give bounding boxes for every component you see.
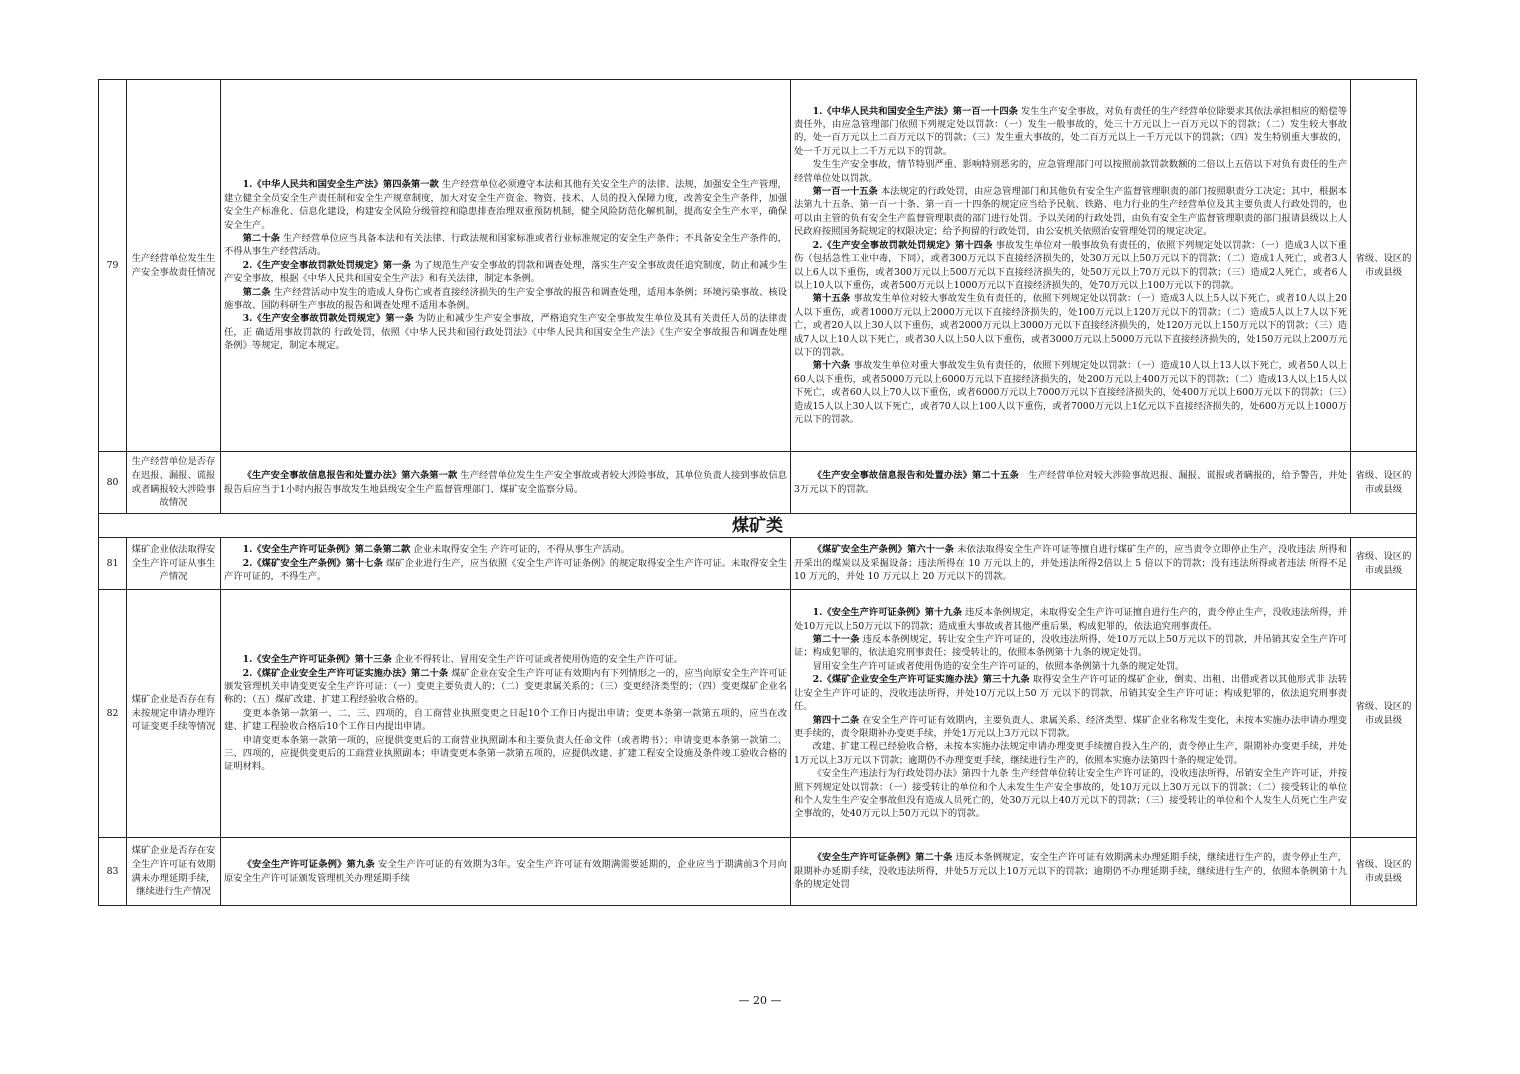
clause: 2.《煤矿企业安全生产许可证实施办法》第三十九条 取得安全生产许可证的煤矿企业，倒卖、出租、出借或者以其他形式非 法转让安全生产许可证的，没收违法所得，并处10万元以上50 万 元以下的罚款，吊销其安全生产许可证；构成犯罪的，依法追究刑事责任。	[794, 674, 1347, 713]
clause: 申请变更本条第一款第一项的，应提供变更后的工商营业执照副本和主要负责人任命文件（或者聘书）；申请变更本条第一款第二、三、四项的，应提供变更后的工商营业执照副本；申请变更本条第一款第五项的，应提供改建、扩建工程安全设施及条件竣工验收合格的证明材料。	[224, 734, 787, 773]
legal-basis	[221, 838, 791, 906]
legal-basis	[221, 452, 791, 514]
enforcement-level: 省级、设区的市或县级	[1351, 538, 1417, 590]
table-row	[99, 590, 1417, 838]
clause: 第四十二条 在安全生产许可证有效期内，主要负责人、隶属关系、经济类型、煤矿企业名称发生变化，未按本实施办法申请办理变更手续的，责令限期补办变更手续，并处1万元以上3万元以下罚款。	[794, 714, 1347, 739]
check-item: 煤矿企业是否存在有未按规定申请办理许可证变更手续等情况	[127, 590, 221, 838]
clause: 3.《生产安全事故罚款处罚规定》第一条 为防止和减少生产安全事故，严格追究生产安全事故发生单位及其有关责任人员的法律责任，正 确适用事故罚款的 行政处罚，依照《中华人民共和国行政处罚法》《中华人民共和国安全生产法》《生产安全事故报告和调查处理条例》等规定，制定本规定。	[224, 313, 787, 352]
enforcement-level: 省级、设区的市或县级	[1351, 838, 1417, 906]
enforcement-table	[98, 79, 1417, 906]
clause: 第二十条 生产经营单位应当具备本法和有关法律、行政法规和国家标准或者行业标准规定的安全生产条件；不具备安全生产条件的，不得从事生产经营活动。	[224, 232, 787, 258]
clause: 2.《生产安全事故罚款处罚规定》第一条 为了规范生产安全事故的罚款和调查处理，落实生产安全事故责任追究制度，防止和减少生产安全事故，根据《中华人民共和国安全生产法》和有关法律，制定本条例。	[224, 259, 787, 285]
clause: 2.《煤矿企业安全生产许可证实施办法》第二十条 煤矿企业在安全生产许可证有效期内有下列情形之一的，应当向原安全生产许可证颁发管理机关申请变更安全生产许可证：（一）变更主要负责人的；（二）变更隶属关系的；（三）变更经济类型的；（四）变更煤矿企业名称的；（五）煤矿改建、扩建工程经验收合格的。	[224, 667, 787, 706]
legal-basis	[221, 80, 791, 452]
clause: 第一百一十五条 本法规定的行政处罚，由应急管理部门和其他负有安全生产监督管理职责的部门按照职责分工决定；其中，根据本法第九十五条、第一百一十条、第一百一十四条的规定应当给予民航、铁路、电力行业的生产经营单位及其主要负责人行政处罚的，也可以由主管的负有安全生产监督管理职责的部门进行处罚。予以关闭的行政处罚，由负有安全生产监督管理职责的部门报请县级以上人民政府按照国务院规定的权限决定；给予拘留的行政处罚，由公安机关依照治安管理处罚的规定决定。	[794, 186, 1347, 238]
page-number: — 20 —	[738, 994, 782, 1007]
clause: 第二十一条 违反本条例规定，转让安全生产许可证的，没收违法所得，处10万元以上50万元以下的罚款，并吊销其安全生产许可证；构成犯罪的，依法追究刑事责任；接受转让的，依照本条例第十九条的规定处罚。	[794, 634, 1347, 659]
row-number: 82	[99, 590, 127, 838]
penalty-basis	[791, 590, 1351, 838]
penalty-basis	[791, 838, 1351, 906]
row-number: 80	[99, 452, 127, 514]
section-row	[99, 514, 1417, 538]
legal-basis	[221, 538, 791, 590]
clause: 2.《生产安全事故罚款处罚规定》第十四条 事故发生单位对一般事故负有责任的，依照下列规定处以罚款：（一）造成3人以下重伤（包括急性工业中毒，下同），或者300万元以下直接经济损失的，处30万元以上50万元以下的罚款；（二）造成1人死亡，或者3人以上6人以下重伤，或者300万元以上500万元以下直接经济损失的，处50万元以上70万元以下的罚款；（三）造成2人死亡，或者6人以上10人以下重伤，或者500万元以上1000万元以下直接经济损失的，处70万元以上100万元以下的罚款。	[794, 239, 1347, 291]
clause: 1.《安全生产许可证条例》第十九条 违反本条例规定，未取得安全生产许可证擅自进行生产的，责令停止生产，没收违法所得，并处10万元以上50万元以下的罚款；造成重大事故或者其他严重后果，构成犯罪的，依法追究刑事责任。	[794, 607, 1347, 632]
enforcement-level: 省级、设区的市或县级	[1351, 80, 1417, 452]
penalty-basis	[791, 452, 1351, 514]
row-number: 81	[99, 538, 127, 590]
clause: 第十六条 事故发生单位对重大事故发生负有责任的，依照下列规定处以罚款：（一）造成10人以上13人以下死亡，或者50人以上60人以下重伤，或者5000万元以上6000万元以下直接经济损失的，处200万元以上400万元以下的罚款；（二）造成13人以上15人以下死亡，或者60人以上70人以下重伤，或者6000万元以上7000万元以下直接经济损失的，处400万元以上600万元以下的罚款；（三）造成15人以上30人以下死亡，或者70人以上100人以下重伤，或者7000万元以上1亿元以下直接经济损失的，处600万元以上1000万元以下的罚款。	[794, 360, 1347, 425]
row-number: 79	[99, 80, 127, 452]
clause: 《煤矿安全生产条例》第六十一条 未依法取得安全生产许可证等擅自进行煤矿生产的，应当责令立即停止生产，没收违法 所得和开采出的煤炭以及采掘设备；违法所得在 10 万元以上的，并处违法所得2倍以上 5 倍以下的罚款；没有违法所得或者违法 所得不足 10 万元的，并处 10 万元以上 20 万元以下的罚款。	[794, 544, 1347, 583]
section-title: 煤矿类	[99, 514, 1417, 538]
clause: 改建、扩建工程已经验收合格，未按本实施办法规定申请办理变更手续擅自投入生产的，责令停止生产，限期补办变更手续，并处1万元以上3万元以下罚款；逾期仍不办理变更手续，继续进行生产的，依照本实施办法第四十条的规定处罚。	[794, 741, 1347, 766]
clause: 《安全生产许可证条例》第二十条 违反本条例规定，安全生产许可证有效期满未办理延期手续，继续进行生产的，责令停止生产，限期补办延期手续，没收违法所得，并处5万元以上10万元以下的罚款；逾期仍不办理延期手续，继续进行生产的，依照本条例第十九条的规定处罚	[794, 852, 1347, 891]
clause: 变更本条第一款第一、二、三、四项的，自工商营业执照变更之日起10个工作日内提出申请；变更本条第一款第五项的，应当在改建、扩建工程验收合格后10个工作日内提出申请。	[224, 707, 787, 733]
clause: 第十五条 事故发生单位对较大事故发生负有责任的，依照下列规定处以罚款：（一）造成3人以上5人以下死亡，或者10人以上20人以下重伤，或者1000万元以上2000万元以下直接经济损失的，处100万元以上120万元以下的罚款；（二）造成5人以上7人以下死亡，或者20人以上30人以下重伤，或者2000万元以上3000万元以下直接经济损失的，处120万元以上150万元以下的罚款；（三）造成7人以上10人以下死亡，或者30人以上50人以下重伤，或者3000万元以上5000万元以下直接经济损失的，处150万元以上200万元以下的罚款。	[794, 293, 1347, 358]
clause: 发生生产安全事故，情节特别严重、影响特别恶劣的，应急管理部门可以按照前款罚款数额的二倍以上五倍以下对负有责任的生产经营单位处以罚款。	[794, 159, 1347, 184]
clause: 1.《中华人民共和国安全生产法》第一百一十四条 发生生产安全事故，对负有责任的生产经营单位除要求其依法承担相应的赔偿等责任外，由应急管理部门依照下列规定处以罚款：（一）发生一般事故的，处三十万元以上一百万元以下的罚款；（二）发生较大事故的，处一百万元以上二百万元以下的罚款；（三）发生重大事故的，处二百万元以上一千万元以下的罚款；（四）发生特别重大事故的，处一千万元以上二千万元以下的罚款。	[794, 105, 1347, 157]
row-number: 83	[99, 838, 127, 906]
enforcement-level: 省级、设区的市或县级	[1351, 452, 1417, 514]
clause: 第二条 生产经营活动中发生的造成人身伤亡或者直接经济损失的生产安全事故的报告和调查处理，适用本条例；环境污染事故、核设施事故、国防科研生产事故的报告和调查处理不适用本条例。	[224, 286, 787, 312]
table-row	[99, 452, 1417, 514]
check-item: 生产经营单位发生生产安全事故责任情况	[127, 80, 221, 452]
clause: 冒用安全生产许可证或者使用伪造的安全生产许可证的，依照本条例第十九条的规定处罚。	[812, 660, 1185, 672]
clause: 《安全生产许可证条例》第九条 安全生产许可证的有效期为3年。安全生产许可证有效期满需要延期的，企业应当于期满前3个月向原安全生产许可证颁发管理机关办理延期手续	[224, 859, 787, 884]
clause: 1.《安全生产许可证条例》第十三条 企业不得转让、冒用安全生产许可证或者使用伪造的安全生产许可证。	[242, 654, 683, 666]
enforcement-level: 省级、设区的市或县级	[1351, 590, 1417, 838]
penalty-basis	[791, 80, 1351, 452]
check-item: 煤矿企业依法取得安全生产许可证从事生产情况	[127, 538, 221, 590]
check-item: 生产经营单位是否存在迟报、漏报、谎报或者瞒报较大涉险事故情况	[127, 452, 221, 514]
legal-basis	[221, 590, 791, 838]
clause: 1.《安全生产许可证条例》第二条第二款 企业未取得安全生 产许可证的，不得从事生产活动。	[242, 544, 631, 556]
clause: 《生产安全事故信息报告和处置办法》第二十五条 生产经营单位对较大涉险事故迟报、漏报、谎报或者瞒报的，给予警告，并处3万元以下的罚款。	[794, 470, 1347, 495]
table-row	[99, 838, 1417, 906]
check-item: 煤矿企业是否存在安全生产许可证有效期满未办理延期手续，继续进行生产情况	[127, 838, 221, 906]
table-row	[99, 538, 1417, 590]
penalty-basis	[791, 538, 1351, 590]
table-row	[99, 80, 1417, 452]
clause: 《安全生产违法行为行政处罚办法》第四十九条 生产经营单位转让安全生产许可证的，没收违法所得，吊销安全生产许可证，并按照下列规定处以罚款：（一）接受转让的单位和个人未发生生产安全事故的，处10万元以上30万元以下的罚款；（二）接受转让的单位和个人发生生产安全事故但没有造成人员死亡的，处30万元以上40万元以下的罚款；（三）接受转让的单位和个人发生人员死亡生产安全事故的，处40万元以上50万元以下的罚款。	[794, 768, 1347, 820]
clause: 《生产安全事故信息报告和处置办法》第六条第一款 生产经营单位发生生产安全事故或者较大涉险事故，其单位负责人接到事故信息报告后应当于1小时内报告事故发生地县级安全生产监督管理部门、煤矿安全监察分局。	[224, 470, 787, 495]
clause: 1.《中华人民共和国安全生产法》第四条第一款 生产经营单位必须遵守本法和其他有关安全生产的法律、法规，加强安全生产管理，建立健全全员安全生产责任制和安全生产规章制度，加大对安全生产资金、物资、技术、人员的投入保障力度，改善安全生产条件，加强安全生产标准化、信息化建设，构建安全风险分级管控和隐患排查治理双重预防机制，健全风险防范化解机制，提高安全生产水平，确保安全生产。	[224, 179, 787, 231]
clause: 2.《煤矿安全生产条例》第十七条 煤矿企业进行生产，应当依照《安全生产许可证条例》的规定取得安全生产许可证。未取得安全生产许可证的，不得生产。	[224, 557, 787, 583]
